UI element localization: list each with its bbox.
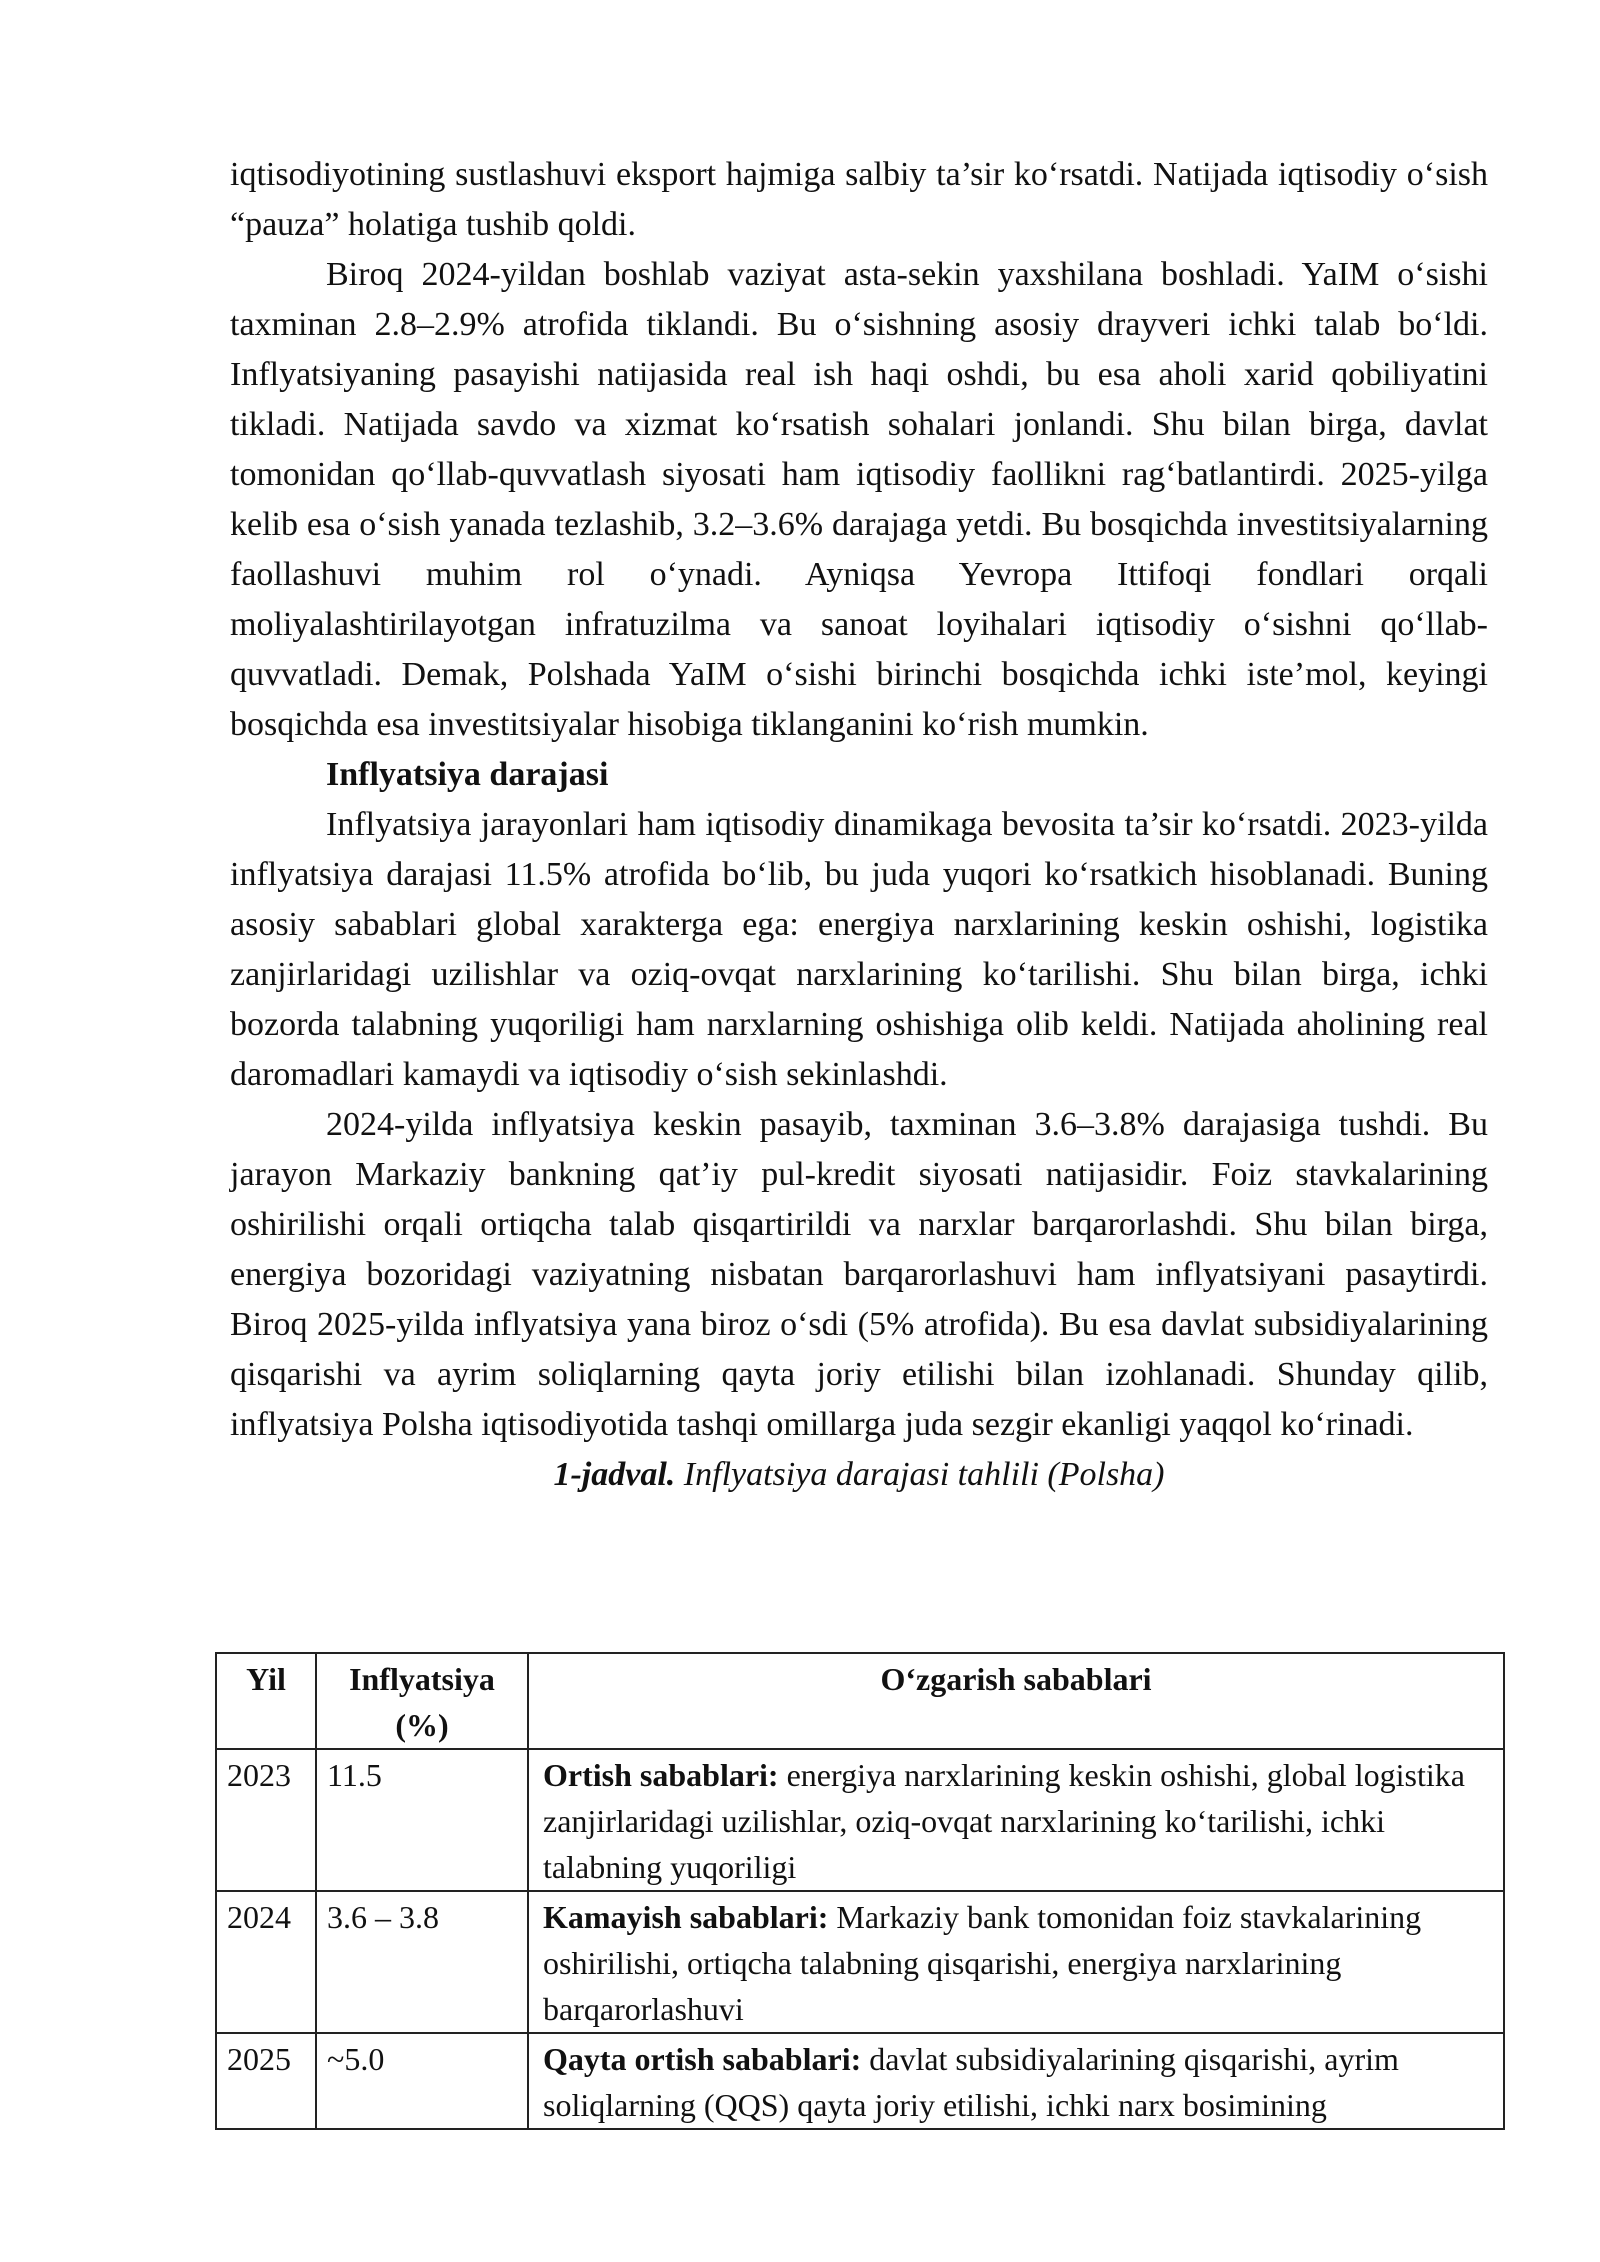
cell-reasons: [528, 2033, 1504, 2129]
paragraph-inflation-2023: Inflyatsiya jarayonlari ham iqtisodiy dinamikaga bevosita ta’sir ko‘rsatdi. 2023-yilda inflyatsiya darajasi 11.5% atrofida bo‘lib, bu juda yuqori ko‘rsatkich hisoblanadi. Buning asosiy sabablari global xarakterga ega: energiya narxlarining keskin oshishi, logistika zanjirlaridagi uzilishlar va oziq-ovqat narxlarining ko‘tarilishi. Shu bilan birga, ichki bozorda talabning yuqoriligi ham narxlarning oshishiga olib keldi. Natijada aholining real daromadlari kamaydi va iqtisodiy o‘sish sekinlashdi.: [230, 806, 1488, 1093]
cell-reasons: [528, 1891, 1504, 2033]
table-row: [216, 2033, 1504, 2129]
table-header-row: [216, 1653, 1504, 1749]
cell-inflation: 11.5: [316, 1749, 528, 1891]
reason-text: energiya narxlarining keskin oshishi, global logistika zanjirlaridagi uzilishlar, oziq-ovqat narxlarining ko‘tarilishi, ichki talabning yuqoriligi: [543, 1757, 1465, 1885]
header-year: Yil: [216, 1653, 316, 1749]
cell-inflation: ~5.0: [316, 2033, 528, 2129]
header-inflation: Inflyatsiya (%): [316, 1653, 528, 1749]
cell-year: 2023: [216, 1749, 316, 1891]
table-row: [216, 1749, 1504, 1891]
reason-text: davlat subsidiyalarining qisqarishi, ayrim soliqlarning (QQS) qayta joriy etilishi, ichki narx bosimining: [543, 2041, 1399, 2123]
document-page: [230, 150, 1488, 1500]
table-caption-label: 1-jadval.: [553, 1456, 676, 1493]
section-heading-inflation: Inflyatsiya darajasi: [326, 756, 609, 793]
reason-label: Kamayish sabablari:: [543, 1899, 829, 1935]
paragraph-export-impact: iqtisodiyotining sustlashuvi eksport hajmiga salbiy ta’sir ko‘rsatdi. Natijada iqtisodiy o‘sish “pauza” holatiga tushib qoldi.: [230, 156, 1488, 243]
header-reasons: O‘zgarish sabablari: [528, 1653, 1504, 1749]
table-row: [216, 1891, 1504, 2033]
cell-reasons: [528, 1749, 1504, 1891]
cell-year: 2024: [216, 1891, 316, 2033]
cell-inflation: 3.6 – 3.8: [316, 1891, 528, 2033]
inflation-table-wrapper: [215, 1652, 1505, 2130]
paragraph-inflation-2024-2025: 2024-yilda inflyatsiya keskin pasayib, taxminan 3.6–3.8% darajasiga tushdi. Bu jarayon Markaziy bankning qat’iy pul-kredit siyosati natijasidir. Foiz stavkalarining oshirilishi orqali ortiqcha talab qisqartirildi va narxlar barqarorlashdi. Shu bilan birga, energiya bozoridagi vaziyatning nisbatan barqarorlashuvi ham inflyatsiyani pasaytirdi. Biroq 2025-yilda inflyatsiya yana biroz o‘sdi (5% atrofida). Bu esa davlat subsidiyalarining qisqarishi va ayrim soliqlarning qayta joriy etilishi bilan izohlanadi. Shunday qilib, inflyatsiya Polsha iqtisodiyotida tashqi omillarga juda sezgir ekanligi yaqqol ko‘rinadi.: [230, 1106, 1488, 1443]
inflation-table: [215, 1652, 1505, 2130]
reason-label: Ortish sabablari:: [543, 1757, 779, 1793]
paragraph-gdp-recovery: Biroq 2024-yildan boshlab vaziyat asta-sekin yaxshilana boshladi. YaIM o‘sishi taxminan 2.8–2.9% atrofida tiklandi. Bu o‘sishning asosiy drayveri ichki talab bo‘ldi. Inflyatsiyaning pasayishi natijasida real ish haqi oshdi, bu esa aholi xarid qobiliyatini tikladi. Natijada savdo va xizmat ko‘rsatish sohalari jonlandi. Shu bilan birga, davlat tomonidan qo‘llab-quvvatlash siyosati ham iqtisodiy faollikni rag‘batlantirdi. 2025-yilga kelib esa o‘sish yanada tezlashib, 3.2–3.6% darajaga yetdi. Bu bosqichda investitsiyalarning faollashuvi muhim rol o‘ynadi. Ayniqsa Yevropa Ittifoqi fondlari orqali moliyalashtirilayotgan infratuzilma va sanoat loyihalari iqtisodiy o‘sishni qo‘llab-quvvatladi. Demak, Polshada YaIM o‘sishi birinchi bosqichda ichki iste’mol, keyingi bosqichda esa investitsiyalar hisobiga tiklanganini ko‘rish mumkin.: [230, 256, 1488, 743]
table-caption-text: Inflyatsiya darajasi tahlili (Polsha): [675, 1456, 1165, 1493]
reason-label: Qayta ortish sabablari:: [543, 2041, 862, 2077]
reason-text: Markaziy bank tomonidan foiz stavkalarining oshirilishi, ortiqcha talabning qisqarishi, energiya narxlarining barqarorlashuvi: [543, 1899, 1422, 2027]
cell-year: 2025: [216, 2033, 316, 2129]
table-caption: [230, 1450, 1488, 1500]
